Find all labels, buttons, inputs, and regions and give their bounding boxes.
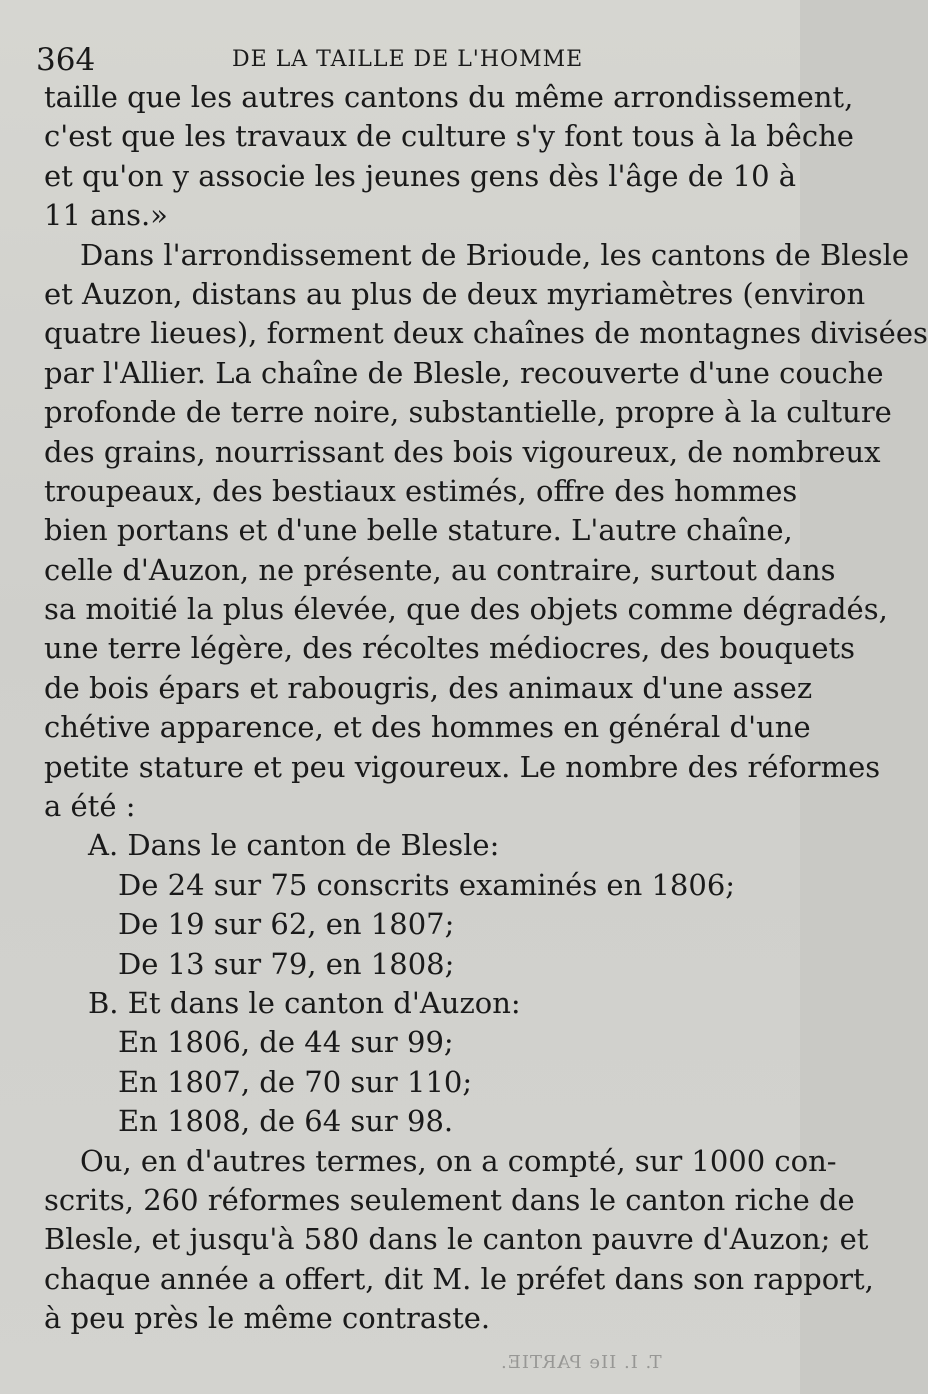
list-heading-b: B. Et dans le canton d'Auzon:: [88, 985, 521, 1020]
text-line: scrits, 260 réformes seulement dans le canton riche de: [44, 1182, 855, 1217]
text-line: 11 ans.»: [44, 198, 168, 233]
body-text: [44, 78, 928, 1339]
running-head: DE LA TAILLE DE L'HOMME: [232, 47, 584, 72]
page-number: 364: [36, 42, 96, 78]
list-item: En 1806, de 44 sur 99;: [118, 1025, 454, 1060]
text-line: petite stature et peu vigoureux. Le nombre des réformes: [44, 749, 881, 784]
text-line: et qu'on y associe les jeunes gens dès l'âge de 10 à: [44, 158, 797, 193]
list-heading-a: A. Dans le canton de Blesle:: [88, 828, 500, 863]
text-line: bien portans et d'une belle stature. L'autre chaîne,: [44, 513, 793, 548]
text-line: Ou, en d'autres termes, on a compté, sur 1000 con-: [80, 1143, 837, 1178]
text-line: par l'Allier. La chaîne de Blesle, recouverte d'une couche: [44, 355, 884, 390]
list-item: De 13 sur 79, en 1808;: [118, 946, 455, 981]
text-line: taille que les autres cantons du même arrondissement,: [44, 80, 854, 114]
text-line: profonde de terre noire, substantielle, propre à la culture: [44, 395, 892, 430]
text-line: Dans l'arrondissement de Brioude, les cantons de Blesle: [80, 237, 910, 272]
text-line: à peu près le même contraste.: [44, 1301, 491, 1336]
text-line: celle d'Auzon, ne présente, au contraire, surtout dans: [44, 552, 836, 587]
page-header: [36, 40, 776, 80]
text-line: Blesle, et jusqu'à 580 dans le canton pauvre d'Auzon; et: [44, 1222, 869, 1257]
text-line: une terre légère, des récoltes médiocres, des bouquets: [44, 631, 856, 666]
text-line: quatre lieues), forment deux chaînes de montagnes divisées: [44, 316, 928, 351]
text-line: des grains, nourrissant des bois vigoureux, de nombreux: [44, 434, 881, 469]
text-line: sa moitié la plus élevée, que des objets comme dégradés,: [44, 592, 888, 627]
text-line: et Auzon, distans au plus de deux myriamètres (environ: [44, 276, 866, 311]
list-item: De 24 sur 75 conscrits examinés en 1806;: [118, 867, 736, 902]
text-line: chétive apparence, et des hommes en général d'une: [44, 710, 811, 745]
list-item: De 19 sur 62, en 1807;: [118, 907, 455, 942]
bleed-through-footer: T. I. IIe PARTIE.: [500, 1352, 662, 1373]
text-line: de bois épars et rabougris, des animaux d'une assez: [44, 670, 813, 705]
list-item: En 1808, de 64 sur 98.: [118, 1104, 454, 1139]
text-line: troupeaux, des bestiaux estimés, offre des hommes: [44, 473, 798, 508]
text-line: a été :: [44, 789, 136, 824]
text-line: c'est que les travaux de culture s'y font tous à la bêche: [44, 119, 854, 154]
text-line: chaque année a offert, dit M. le préfet dans son rapport,: [44, 1261, 874, 1296]
list-item: En 1807, de 70 sur 110;: [118, 1064, 473, 1099]
